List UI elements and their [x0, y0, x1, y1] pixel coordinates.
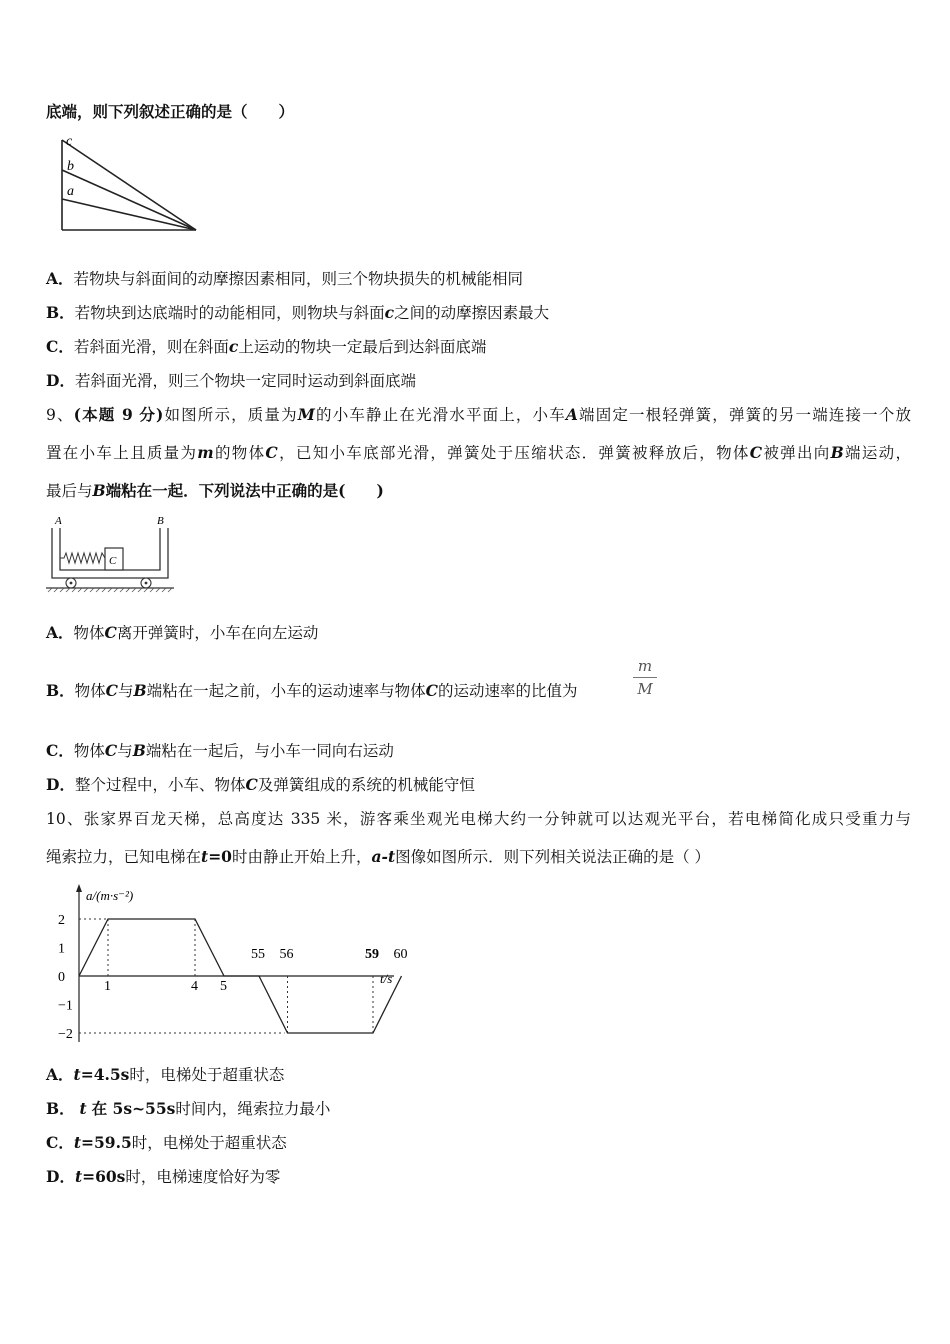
q8-stem-tail: 底端，则下列叙述正确的是（ ）: [46, 102, 295, 121]
y-axis-label: a/(m·s⁻²): [86, 888, 134, 903]
at-chart: [44, 880, 414, 1050]
label-b: b: [67, 159, 74, 174]
x-tick-label: 59: [365, 947, 379, 962]
x-tick-label: 5: [220, 979, 227, 994]
q10-option-a[interactable]: A．t=4.5s时，电梯处于超重状态: [46, 1065, 285, 1084]
q8-incline-figure: [55, 132, 205, 236]
q9-option-a[interactable]: A．物体C离开弹簧时，小车在向左运动: [46, 623, 319, 642]
cart-label-B: B: [157, 515, 164, 527]
fraction-numerator: m: [633, 657, 657, 678]
x-tick-label: 4: [191, 979, 198, 994]
q9-option-d[interactable]: D．整个过程中，小车、物体C及弹簧组成的系统的机械能守恒: [46, 775, 475, 794]
x-tick-label: 60: [393, 947, 408, 962]
label-c: c: [66, 134, 73, 149]
x-tick-label: 1: [104, 979, 111, 994]
q9-cart-figure: [44, 512, 180, 596]
q8-option-b[interactable]: B．若物块到达底端时的动能相同，则物块与斜面c之间的动摩擦因素最大: [46, 303, 550, 322]
y-axis-arrow: [76, 884, 82, 892]
ratio-fraction: [633, 657, 657, 698]
y-tick-label: 0: [58, 970, 65, 985]
y-tick-label: −2: [58, 1027, 73, 1042]
q9-stem-line2: 置在小车上且质量为m的物体C，已知小车底部光滑，弹簧处于压缩状态．弹簧被释放后，物体C被弹出向B端运动，: [46, 443, 911, 462]
spring: [60, 553, 105, 563]
incline-a: [62, 199, 196, 230]
incline-c: [62, 140, 196, 230]
y-tick-label: 1: [58, 941, 65, 957]
q10-option-b[interactable]: B． t 在 5s~55s时间内，绳索拉力最小: [46, 1099, 331, 1118]
block-label-C: C: [109, 555, 117, 567]
y-tick-label: −1: [58, 998, 73, 1014]
q9-stem-line1: 9、(本题 9 分)如图所示，质量为M的小车静止在光滑水平面上，小车A端固定一根轻弹簧，弹簧的另一端连接一个放: [46, 405, 911, 424]
x-tick-label: 55: [251, 947, 265, 962]
q10-option-c[interactable]: C．t=59.5时，电梯处于超重状态: [46, 1133, 287, 1152]
q9-option-b[interactable]: B．物体C与B端粘在一起之前，小车的运动速率与物体C的运动速率的比值为: [46, 681, 578, 700]
x-axis-label: t/s: [380, 971, 393, 986]
q8-option-a[interactable]: A．若物块与斜面间的动摩擦因素相同，则三个物块损失的机械能相同: [46, 269, 524, 288]
chart-ticks: [58, 913, 408, 1042]
fraction-denominator: M: [637, 680, 653, 698]
q10-stem-line2: 绳索拉力，已知电梯在t=0时由静止开始上升，a-t图像如图所示．则下列相关说法正确的是（ ）: [46, 847, 711, 866]
label-a: a: [67, 184, 74, 199]
q9-option-c[interactable]: C．物体C与B端粘在一起后，与小车一同向右运动: [46, 741, 394, 760]
q10-option-d[interactable]: D．t=60s时，电梯速度恰好为零: [46, 1167, 281, 1186]
q10-stem-line1: 10、张家界百龙天梯，总高度达 335 米，游客乘坐观光电梯大约一分钟就可以达观光平台，若电梯简化成只受重力与: [46, 810, 911, 828]
q8-option-d[interactable]: D．若斜面光滑，则三个物块一定同时运动到斜面底端: [46, 371, 416, 390]
y-tick-label: 2: [58, 913, 65, 928]
x-tick-label: 56: [279, 947, 294, 962]
incline-b: [62, 170, 196, 230]
q8-option-c[interactable]: C．若斜面光滑，则在斜面c上运动的物块一定最后到达斜面底端: [46, 337, 487, 356]
cart-label-A: A: [55, 515, 62, 527]
q9-stem-line3: 最后与B端粘在一起．下列说法中正确的是( ): [46, 481, 384, 500]
